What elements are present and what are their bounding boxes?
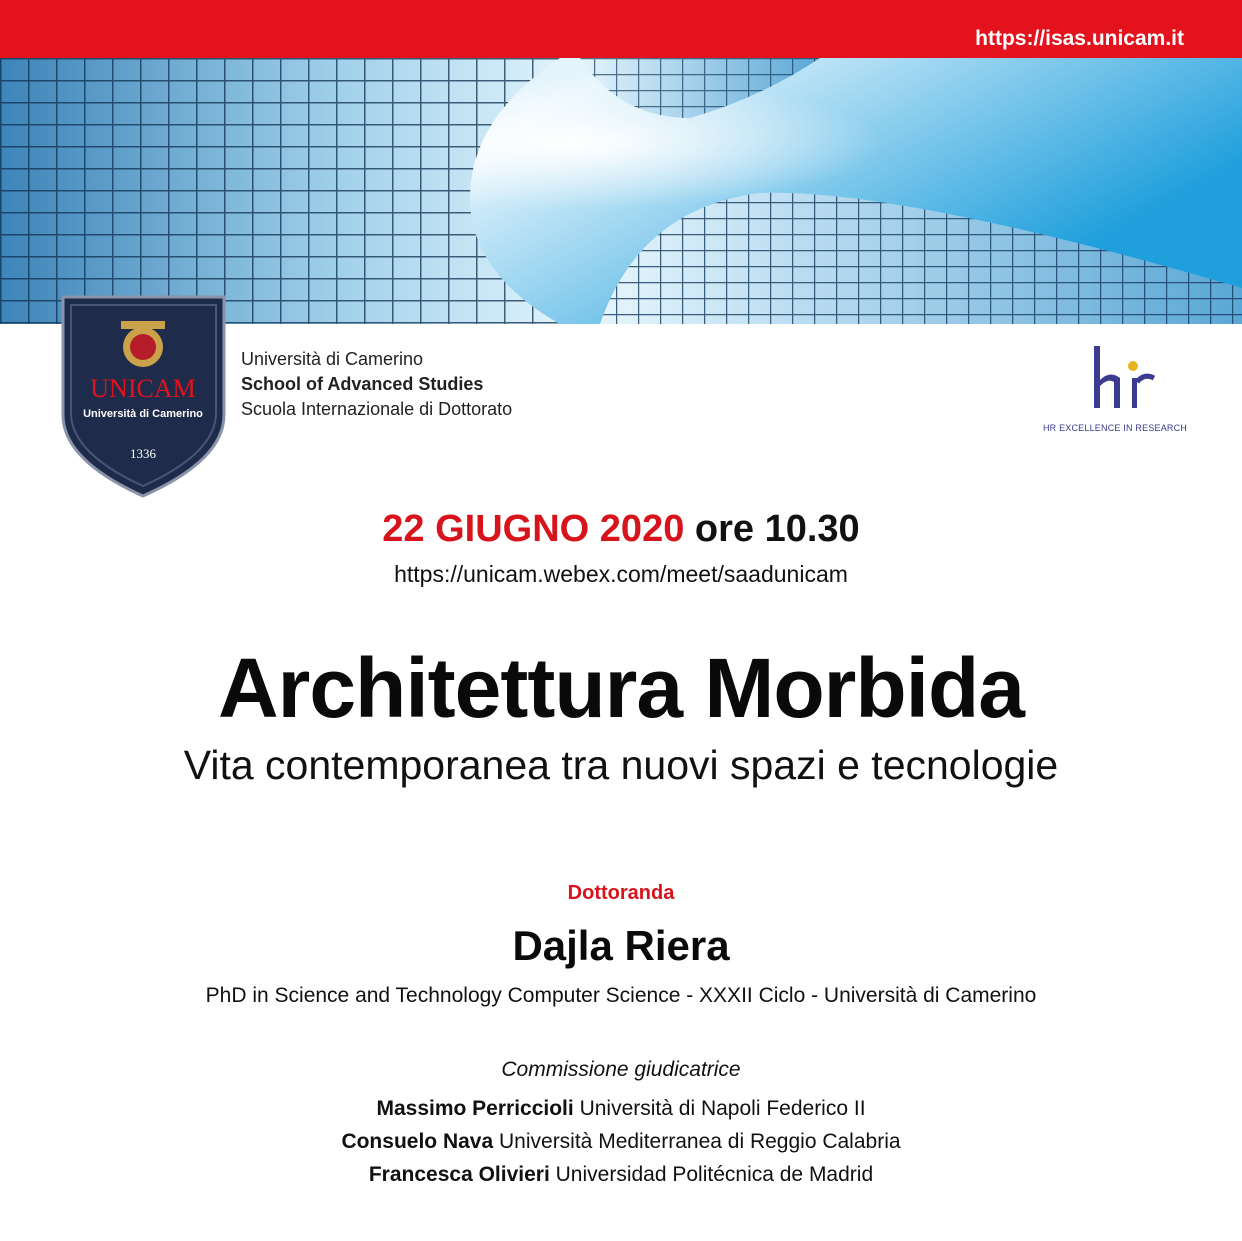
committee-label: Commissione giudicatrice (501, 1058, 741, 1081)
event-time: ore 10.30 (694, 508, 860, 550)
website-link[interactable]: https://isas.unicam.it (975, 27, 1184, 50)
top-red-bar (0, 0, 1242, 58)
committee-member (0, 1092, 1242, 1125)
member-affiliation: Universidad Politécnica de Madrid (555, 1163, 874, 1186)
member-affiliation: Università di Napoli Federico II (579, 1097, 866, 1120)
institution-line-1: Università di Camerino (241, 349, 424, 369)
member-name: Consuelo Nava (341, 1130, 494, 1153)
event-date-time (0, 508, 1242, 551)
institution-line-3: Scuola Internazionale di Dottorato (241, 399, 513, 419)
candidate-role: Dottoranda (567, 882, 675, 904)
candidate-name: Dajla Riera (512, 922, 730, 969)
talk-title: Architettura Morbida (217, 641, 1025, 735)
meeting-link[interactable]: https://unicam.webex.com/meet/saadunicam (394, 561, 848, 587)
hr-caption: HR EXCELLENCE IN RESEARCH (1042, 423, 1188, 433)
committee-member (0, 1158, 1242, 1191)
shield-year: 1336 (130, 446, 156, 461)
institution-block (241, 347, 512, 422)
event-date: 22 GIUGNO 2020 (382, 508, 685, 550)
shield-university-name: Università di Camerino (83, 408, 203, 420)
committee-member (0, 1125, 1242, 1158)
member-affiliation: Università Mediterranea di Reggio Calabria (499, 1130, 901, 1153)
institution-line-2: School of Advanced Studies (241, 374, 484, 394)
member-name: Massimo Perriccioli (376, 1097, 574, 1120)
talk-subtitle: Vita contemporanea tra nuovi spazi e tecnologie (183, 742, 1059, 788)
hero-image-skyscrapers (0, 58, 1242, 324)
unicam-shield-icon (61, 295, 226, 498)
shield-wordmark: UNICAM (90, 374, 196, 403)
candidate-program: PhD in Science and Technology Computer Science - XXXII Ciclo - Università di Camerino (205, 984, 1037, 1007)
committee-list (0, 1092, 1242, 1191)
member-name: Francesca Olivieri (368, 1163, 550, 1186)
